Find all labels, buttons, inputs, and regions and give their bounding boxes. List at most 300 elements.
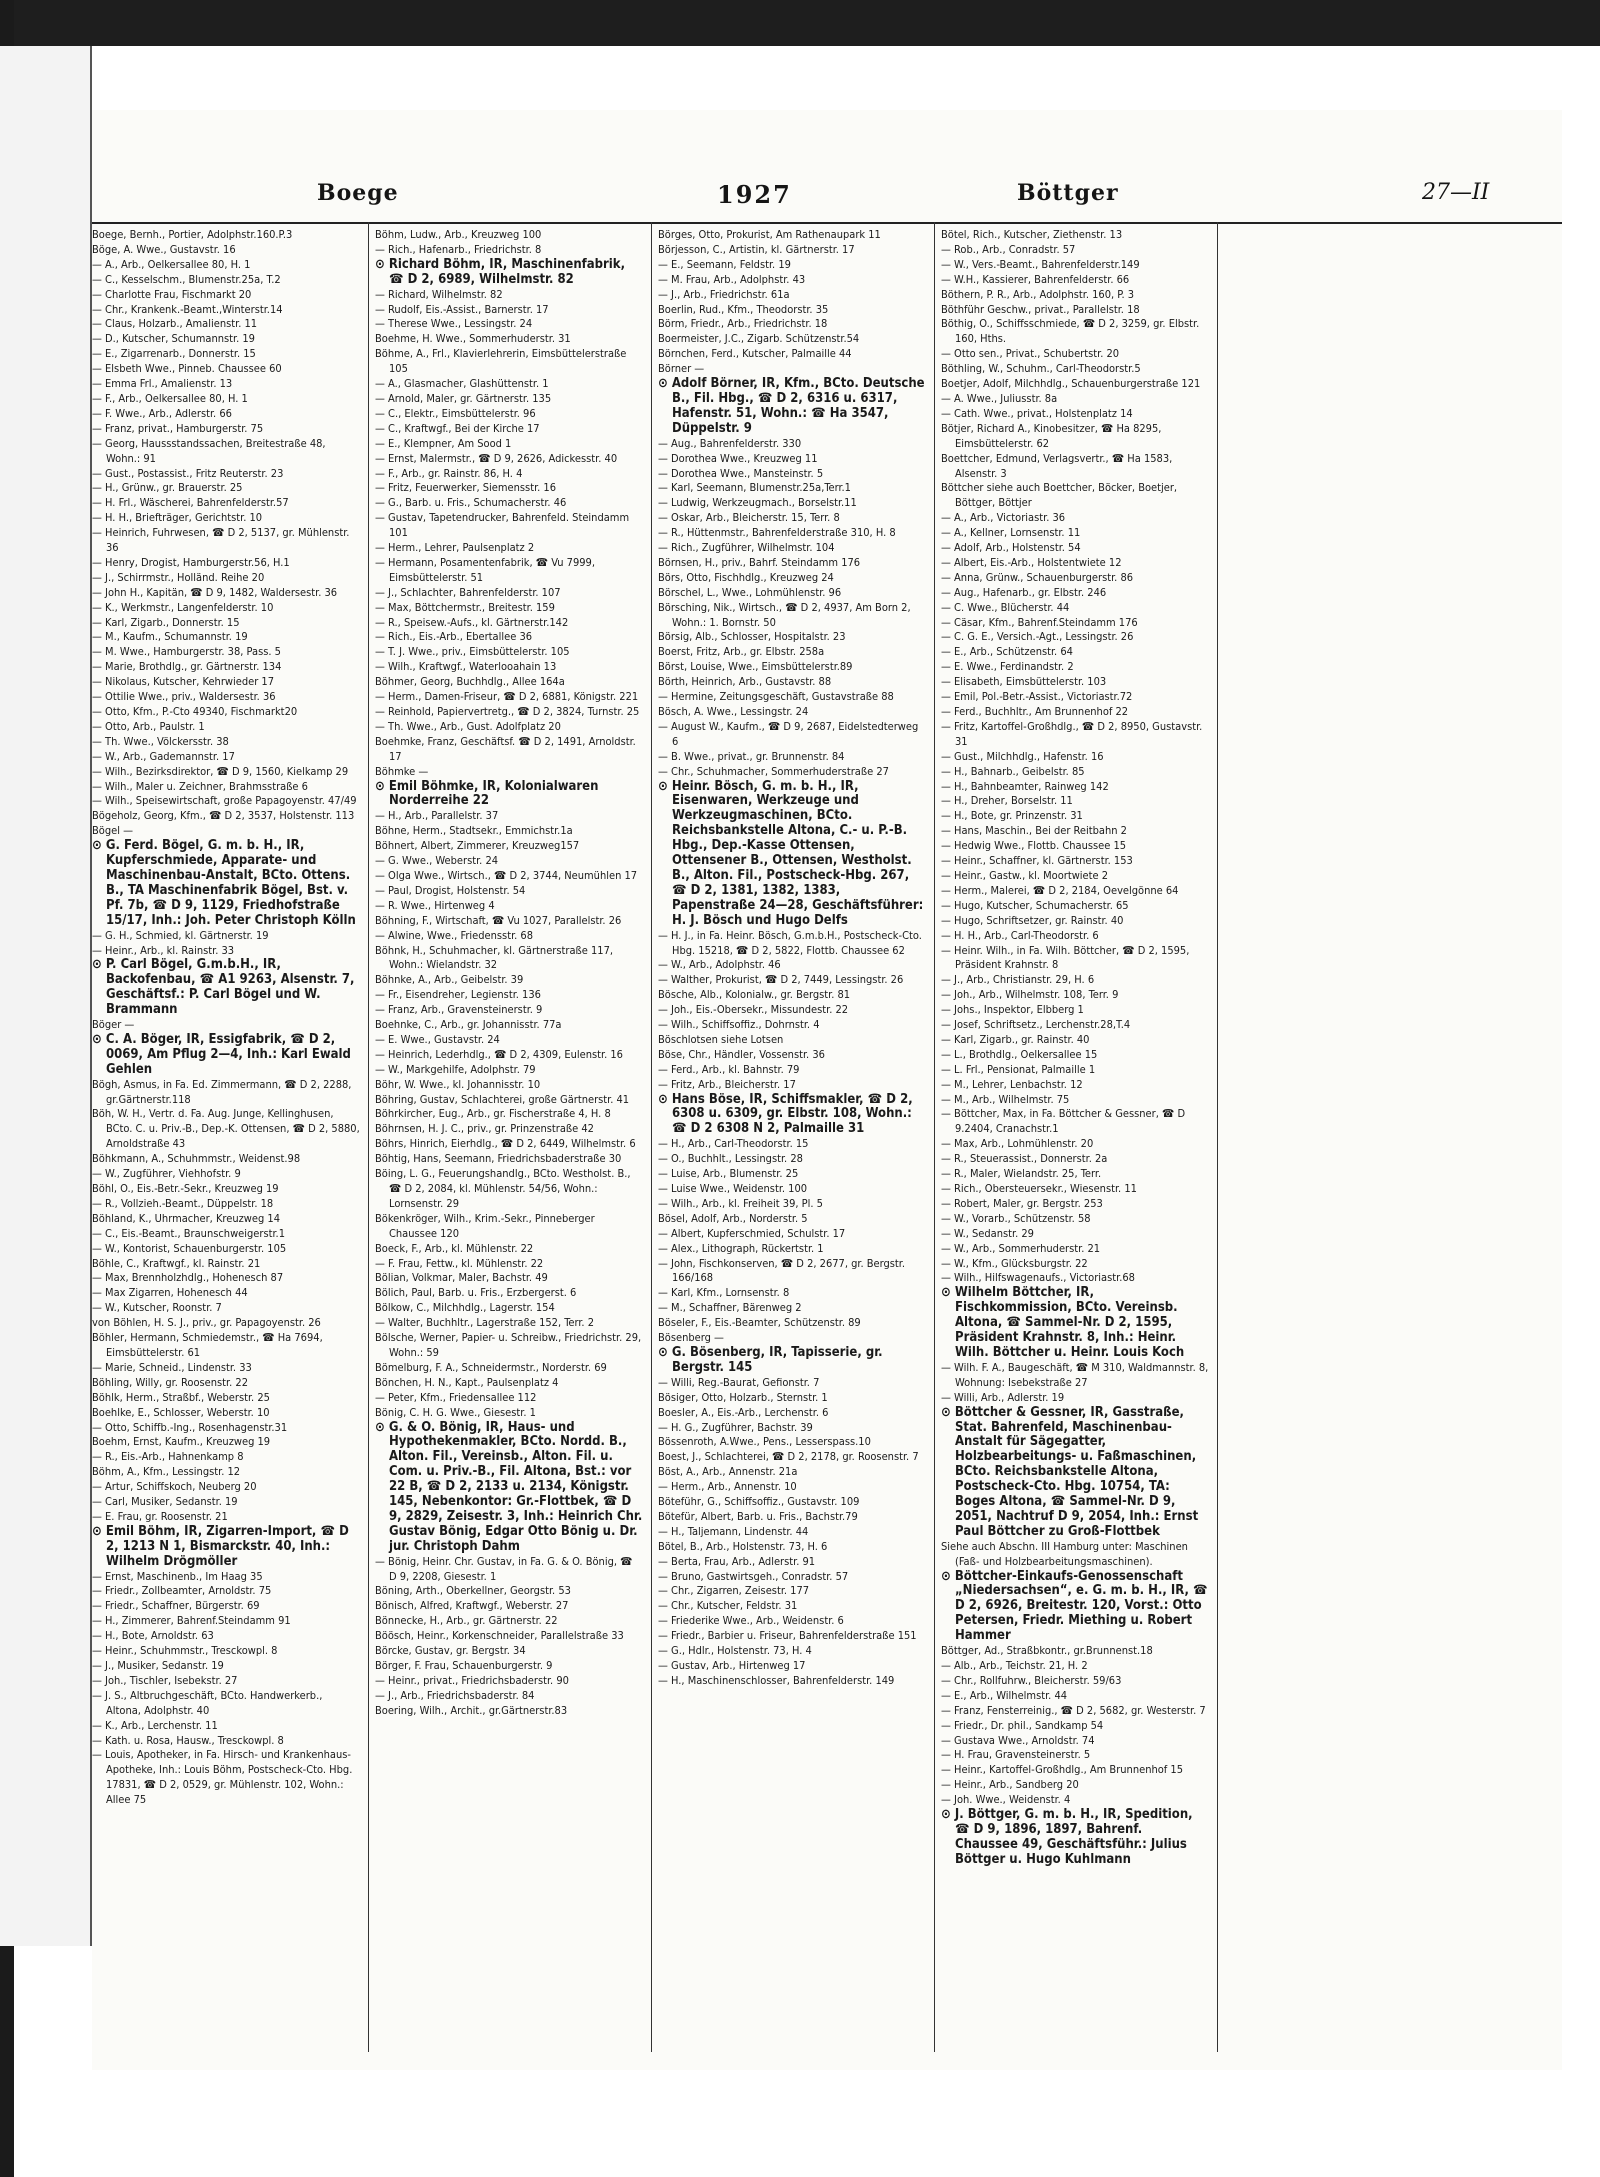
directory-entry: Böthling, W., Schuhm., Carl-Theodorstr.5 bbox=[941, 362, 1141, 376]
directory-entry: — Ernst, Malermstr., ☎ D 9, 2626, Adickesstr. 40 bbox=[375, 451, 618, 465]
directory-entry: Böhrnsen, H. J. C., priv., gr. Prinzenstraße 42 bbox=[375, 1122, 594, 1136]
directory-entry: — J., Schlachter, Bahrenfelderstr. 107 bbox=[375, 585, 561, 599]
directory-entry: — E. Frau, gr. Roosenstr. 21 bbox=[92, 1509, 228, 1523]
directory-entry: Bötefür, Albert, Barb. u. Fris., Bachstr.79 bbox=[658, 1509, 858, 1523]
directory-entry: — Fritz, Kartoffel-Großhdlg., ☎ D 2, 8950, Gustavstr. 31 bbox=[941, 719, 1203, 748]
directory-entry: Böhmke — bbox=[375, 764, 429, 778]
directory-entry: — Heinr., Arb., kl. Rainstr. 33 bbox=[92, 943, 235, 957]
directory-entry: — Georg, Haussstandssachen, Breitestraße 48, Wohn.: 91 bbox=[92, 436, 326, 465]
directory-entry: — Otto sen., Privat., Schubertstr. 20 bbox=[941, 347, 1120, 361]
directory-entry: Bösiger, Otto, Holzarb., Sternstr. 1 bbox=[658, 1390, 828, 1404]
directory-entry: ⊙ Richard Böhm, IR, Maschinenfabrik, ☎ D 2, 6989, Wilhelmstr. 82 bbox=[375, 256, 626, 287]
directory-entry: — Cäsar, Kfm., Bahrenf.Steindamm 176 bbox=[941, 615, 1138, 629]
directory-entry: — Bruno, Gastwirtsgeh., Conradstr. 57 bbox=[658, 1569, 849, 1583]
directory-entry: — E. Wwe., Gustavstr. 24 bbox=[375, 1032, 500, 1046]
directory-entry: — D., Kutscher, Schumannstr. 19 bbox=[92, 332, 255, 346]
directory-entry: — E., Arb., Wilhelmstr. 44 bbox=[941, 1688, 1068, 1702]
directory-entry: Boehmke, Franz, Geschäftsf. ☎ D 2, 1491, Arnoldstr. 17 bbox=[375, 734, 636, 763]
directory-entry: Bössenroth, A.Wwe., Pens., Lesserspass.10 bbox=[658, 1435, 871, 1449]
directory-column-2 bbox=[375, 228, 643, 2048]
directory-entry: — Ernst, Maschinenb., Im Haag 35 bbox=[92, 1569, 263, 1583]
directory-entry: Böhme, A., Frl., Klavierlehrerin, Eimsbüttelerstraße 105 bbox=[375, 347, 627, 376]
directory-entry: ⊙ Hans Böse, IR, Schiffsmakler, ☎ D 2, 6308 u. 6309, gr. Elbstr. 108, Wohn.: ☎ D 2 6308 N 2, Palmaille 31 bbox=[658, 1091, 913, 1137]
directory-entry: Börs, Otto, Fischhdlg., Kreuzweg 24 bbox=[658, 570, 834, 584]
directory-entry: Boehm, Ernst, Kaufm., Kreuzweg 19 bbox=[92, 1435, 271, 1449]
directory-entry: Bönchen, H. N., Kapt., Paulsenplatz 4 bbox=[375, 1375, 559, 1389]
scan-border-top bbox=[0, 0, 1600, 46]
directory-entry: — Hermann, Posamentenfabrik, ☎ Vu 7999, Eimsbüttelerstr. 51 bbox=[375, 555, 595, 584]
directory-entry: — A., Arb., Oelkersallee 80, H. 1 bbox=[92, 257, 251, 271]
directory-entry: — C., Eis.-Beamt., Braunschweigerstr.1 bbox=[92, 1226, 285, 1240]
directory-entry: — Henry, Drogist, Hamburgerstr.56, H.1 bbox=[92, 555, 290, 569]
header-first-entry: Boege bbox=[317, 180, 399, 206]
directory-entry: — Max, Böttchermstr., Breitestr. 159 bbox=[375, 600, 555, 614]
directory-entry: ⊙ Böttcher-Einkaufs-Genossenschaft „Niedersachsen“, e. G. m. b. H., IR, ☎ D 2, 6926, Breitestr. 120, Vorst.: Otto Petersen, Friedr. Miething u. Robert Hammer bbox=[941, 1568, 1208, 1644]
directory-entry: — Hans, Maschin., Bei der Reitbahn 2 bbox=[941, 824, 1127, 838]
directory-entry: ⊙ G. & O. Bönig, IR, Haus- und Hypothekenmakler, BCto. Nordd. B., Alton. Fil., Vereinsb., Alton. Fil. u. Com. u. Priv.-B., Fil. Altona, Bst.: vor 22 B, ☎ D 2, 2133 u. 2134, Königstr. 145, Nebenkontor: Gr.-Flottbek, ☎ D 9, 2829, Zeisestr. 3, Inh.: Heinrich Chr. Gustav Bönig, Edgar Otto Bönig u. Dr. jur. Christoph Dahm bbox=[375, 1419, 643, 1554]
directory-entry: — Carl, Musiker, Sedanstr. 19 bbox=[92, 1495, 238, 1509]
directory-entry: — Friedr., Barbier u. Friseur, Bahrenfelderstraße 151 bbox=[658, 1629, 917, 1643]
directory-entry: Boettcher, Edmund, Verlagsvertr., ☎ Ha 1583, Alsenstr. 3 bbox=[941, 451, 1173, 480]
directory-entry: Böösch, Heinr., Korkenschneider, Parallelstraße 33 bbox=[375, 1629, 624, 1643]
directory-entry: Böhland, K., Uhrmacher, Kreuzweg 14 bbox=[92, 1211, 281, 1225]
directory-entry: — R., Steuerassist., Donnerstr. 2a bbox=[941, 1152, 1108, 1166]
directory-entry: — Max Zigarren, Hohenesch 44 bbox=[92, 1286, 248, 1300]
directory-entry: — G., Hdlr., Holstenstr. 73, H. 4 bbox=[658, 1644, 812, 1658]
directory-entry: — E., Zigarrenarb., Donnerstr. 15 bbox=[92, 347, 256, 361]
directory-entry: Böhring, Gustav, Schlachterei, große Gärtnerstr. 41 bbox=[375, 1092, 630, 1106]
directory-entry: — Heinrich, Fuhrwesen, ☎ D 2, 5137, gr. Mühlenstr. 36 bbox=[92, 526, 350, 555]
directory-entry: — A., Arb., Victoriastr. 36 bbox=[941, 511, 1066, 525]
directory-entry: — Karl, Zigarb., Donnerstr. 15 bbox=[92, 615, 240, 629]
directory-entry: — Paul, Drogist, Holstenstr. 54 bbox=[375, 883, 526, 897]
directory-entry: — Heinr., Gastw., kl. Moortwiete 2 bbox=[941, 868, 1109, 882]
directory-entry: Bölian, Volkmar, Maler, Bachstr. 49 bbox=[375, 1271, 548, 1285]
directory-entry: ⊙ G. Bösenberg, IR, Tapisserie, gr. Bergstr. 145 bbox=[658, 1344, 883, 1375]
directory-entry: Boehme, H. Wwe., Sommerhuderstr. 31 bbox=[375, 332, 571, 346]
directory-entry: Böhm, A., Kfm., Lessingstr. 12 bbox=[92, 1465, 241, 1479]
directory-page bbox=[92, 110, 1562, 2070]
directory-entry: — E. Wwe., Ferdinandstr. 2 bbox=[941, 660, 1074, 674]
directory-entry: — Herm., Lehrer, Paulsenplatz 2 bbox=[375, 541, 535, 555]
directory-entry: Bölkow, C., Milchhdlg., Lagerstr. 154 bbox=[375, 1301, 555, 1315]
directory-entry: Böhlk, Herm., Straßbf., Weberstr. 25 bbox=[92, 1390, 270, 1404]
directory-entry: — Friedr., Schaffner, Bürgerstr. 69 bbox=[92, 1599, 260, 1613]
directory-entry: — Ferd., Arb., kl. Bahnstr. 79 bbox=[658, 1062, 800, 1076]
directory-entry: — E., Klempner, Am Sood 1 bbox=[375, 436, 512, 450]
directory-entry: — R., Hüttenmstr., Bahrenfelderstraße 310, H. 8 bbox=[658, 526, 896, 540]
directory-entry: — J., Arb., Friedrichstr. 61a bbox=[658, 287, 790, 301]
directory-entry: — Hedwig Wwe., Flottb. Chaussee 15 bbox=[941, 839, 1127, 853]
directory-entry: — K., Werkmstr., Langenfelderstr. 10 bbox=[92, 600, 274, 614]
directory-entry: — M. Frau, Arb., Adolphstr. 43 bbox=[658, 272, 806, 286]
directory-entry: — H., Bote, gr. Prinzenstr. 31 bbox=[941, 809, 1083, 823]
directory-entry: Bögeholz, Georg, Kfm., ☎ D 2, 3537, Holstenstr. 113 bbox=[92, 809, 355, 823]
directory-entry: Boermeister, J.C., Zigarb. Schützenstr.54 bbox=[658, 332, 860, 346]
directory-entry: — Walter, Buchhltr., Lagerstraße 152, Terr. 2 bbox=[375, 1316, 595, 1330]
directory-entry: — J. S., Altbruchgeschäft, BCto. Handwerkerb., Altona, Adolphstr. 40 bbox=[92, 1688, 323, 1717]
directory-entry: — Willi, Arb., Adlerstr. 19 bbox=[941, 1390, 1065, 1404]
directory-entry: ⊙ J. Böttger, G. m. b. H., IR, Spedition, ☎ D 9, 1896, 1897, Bahrenf. Chaussee 49, Geschäftsführ.: Julius Böttger u. Hugo Kuhlmann bbox=[941, 1807, 1193, 1867]
directory-entry: — Fr., Eisendreher, Legienstr. 136 bbox=[375, 988, 541, 1002]
directory-entry: — Marie, Schneid., Lindenstr. 33 bbox=[92, 1360, 252, 1374]
directory-entry: Böhler, Hermann, Schmiedemstr., ☎ Ha 7694, Eimsbüttelerstr. 61 bbox=[92, 1331, 323, 1359]
directory-entry: — Chr., Kutscher, Feldstr. 31 bbox=[658, 1599, 798, 1613]
directory-entry: ⊙ Emil Böhmke, IR, Kolonialwaren Norderreihe 22 bbox=[375, 778, 599, 809]
directory-entry: Boerlin, Rud., Kfm., Theodorstr. 35 bbox=[658, 302, 829, 316]
directory-entry: — Ludwig, Werkzeugmach., Borselstr.11 bbox=[658, 496, 857, 510]
directory-entry: — Adolf, Arb., Holstenstr. 54 bbox=[941, 541, 1081, 555]
directory-entry: Böseler, F., Eis.-Beamter, Schützenstr. 89 bbox=[658, 1316, 861, 1330]
directory-entry: Böhm, Ludw., Arb., Kreuzweg 100 bbox=[375, 228, 542, 241]
directory-entry: — Rich., Hafenarb., Friedrichstr. 8 bbox=[375, 242, 542, 256]
directory-entry: — Dorothea Wwe., Kreuzweg 11 bbox=[658, 451, 818, 465]
directory-entry: — C. G. E., Versich.-Agt., Lessingstr. 26 bbox=[941, 630, 1134, 644]
directory-entry: — Arnold, Maler, gr. Gärtnerstr. 135 bbox=[375, 391, 552, 405]
directory-entry: Bötjer, Richard A., Kinobesitzer, ☎ Ha 8295, Eimsbüttelerstr. 62 bbox=[941, 421, 1162, 450]
directory-entry: — J., Musiker, Sedanstr. 19 bbox=[92, 1659, 224, 1672]
directory-entry: — Ottilie Wwe., priv., Waldersestr. 36 bbox=[92, 690, 276, 704]
directory-entry: Böge, A. Wwe., Gustavstr. 16 bbox=[92, 242, 236, 256]
directory-entry: — Josef, Schriftsetz., Lerchenstr.28,T.4 bbox=[941, 1018, 1131, 1032]
directory-entry: — Albert, Kupferschmied, Schulstr. 17 bbox=[658, 1226, 846, 1240]
directory-entry: — W., Arb., Gademannstr. 17 bbox=[92, 749, 235, 763]
directory-entry: — Charlotte Frau, Fischmarkt 20 bbox=[92, 287, 252, 301]
directory-entry: — W., Kutscher, Roonstr. 7 bbox=[92, 1301, 222, 1315]
directory-entry: Böthern, P. R., Arb., Adolphstr. 160, P. 3 bbox=[941, 287, 1135, 301]
page-header bbox=[92, 180, 1562, 220]
directory-entry: — H., Arb., Parallelstr. 37 bbox=[375, 809, 499, 823]
directory-entry: — Heinr., Schaffner, kl. Gärtnerstr. 153 bbox=[941, 854, 1133, 868]
directory-entry: — F. Wwe., Arb., Adlerstr. 66 bbox=[92, 406, 232, 420]
directory-entry: — O., Buchhlt., Lessingstr. 28 bbox=[658, 1152, 803, 1166]
directory-entry: — Reinhold, Papiervertretg., ☎ D 2, 3824, Turnstr. 25 bbox=[375, 705, 640, 718]
directory-entry: Bösel, Adolf, Arb., Norderstr. 5 bbox=[658, 1211, 808, 1225]
directory-entry: — Heinr. Wilh., in Fa. Wilh. Böttcher, ☎ D 2, 1595, Präsident Krahnstr. 8 bbox=[941, 943, 1190, 972]
directory-entry: Börm, Friedr., Arb., Friedrichstr. 18 bbox=[658, 317, 828, 331]
header-last-entry: Böttger bbox=[1017, 180, 1119, 206]
directory-entry: — Luise Wwe., Weidenstr. 100 bbox=[658, 1182, 808, 1195]
directory-entry: — Herm., Damen-Friseur, ☎ D 2, 6881, Königstr. 221 bbox=[375, 690, 639, 704]
directory-entry: Bönig, C. H. G. Wwe., Giesestr. 1 bbox=[375, 1405, 536, 1419]
directory-entry: Böh, W. H., Vertr. d. Fa. Aug. Junge, Kellinghusen, BCto. C. u. Priv.-B., Dep.-K. Ottensen, ☎ D 2, 5880, Arnoldstraße 43 bbox=[92, 1107, 360, 1151]
directory-entry: Börges, Otto, Prokurist, Am Rathenaupark 11 bbox=[658, 228, 881, 241]
directory-entry: — H. G., Zugführer, Bachstr. 39 bbox=[658, 1420, 813, 1434]
directory-entry: Böing, L. G., Feuerungshandlg., BCto. Westholst. B., ☎ D 2, 2084, kl. Mühlenstr. 54/56, Wohn.: Lornsenstr. 29 bbox=[375, 1167, 631, 1210]
directory-entry: — Richard, Wilhelmstr. 82 bbox=[375, 287, 503, 301]
directory-entry: — J., Arb., Christianstr. 29, H. 6 bbox=[941, 973, 1095, 987]
directory-entry: — C. Wwe., Blücherstr. 44 bbox=[941, 600, 1070, 614]
directory-entry: — Gustav, Arb., Hirtenweg 17 bbox=[658, 1659, 806, 1672]
directory-entry: — B. Wwe., privat., gr. Brunnenstr. 84 bbox=[658, 749, 845, 763]
directory-entry: — Friederike Wwe., Arb., Weidenstr. 6 bbox=[658, 1614, 844, 1628]
directory-entry: — Rich., Zugführer, Wilhelmstr. 104 bbox=[658, 541, 835, 555]
directory-entry: Boesler, A., Eis.-Arb., Lerchenstr. 6 bbox=[658, 1405, 829, 1419]
directory-entry: — Dorothea Wwe., Mansteinstr. 5 bbox=[658, 466, 824, 480]
directory-entry: — Gust., Postassist., Fritz Reuterstr. 23 bbox=[92, 466, 284, 480]
directory-entry: — Otto, Kfm., P.-Cto 49340, Fischmarkt20 bbox=[92, 705, 298, 718]
directory-entry: — Alex., Lithograph, Rückertstr. 1 bbox=[658, 1241, 824, 1255]
directory-entry: — John, Fischkonserven, ☎ D 2, 2677, gr. Bergstr. 166/168 bbox=[658, 1256, 906, 1285]
directory-entry: Bömelburg, F. A., Schneidermstr., Norderstr. 69 bbox=[375, 1360, 607, 1374]
directory-entry: — Bönig, Heinr. Chr. Gustav, in Fa. G. & O. Bönig, ☎ D 9, 2208, Giesestr. 1 bbox=[375, 1554, 633, 1583]
directory-entry: — M., Schaffner, Bärenweg 2 bbox=[658, 1301, 802, 1315]
directory-entry: — E., Arb., Schützenstr. 64 bbox=[941, 645, 1073, 659]
directory-entry: von Böhlen, H. S. J., priv., gr. Papagoyenstr. 26 bbox=[92, 1316, 321, 1330]
directory-entry: — Heinr., Schuhmmstr., Tresckowpl. 8 bbox=[92, 1644, 278, 1658]
directory-entry: — Gust., Milchhdlg., Hafenstr. 16 bbox=[941, 749, 1104, 763]
directory-entry: Boehnke, C., Arb., gr. Johannisstr. 77a bbox=[375, 1018, 562, 1032]
directory-entry: — Marie, Brothdlg., gr. Gärtnerstr. 134 bbox=[92, 660, 282, 674]
directory-entry: Börschel, L., Wwe., Lohmühlenstr. 96 bbox=[658, 585, 842, 599]
directory-entry: — Joh. Wwe., Weidenstr. 4 bbox=[941, 1793, 1071, 1807]
directory-entry: Böhnke, A., Arb., Geibelstr. 39 bbox=[375, 973, 524, 987]
directory-entry: — W.H., Kassierer, Bahrenfelderstr. 66 bbox=[941, 272, 1130, 286]
directory-entry: — Emma Frl., Amalienstr. 13 bbox=[92, 377, 233, 391]
directory-entry: — W., Markgehilfe, Adolphstr. 79 bbox=[375, 1062, 536, 1076]
directory-entry: Börsching, Nik., Wirtsch., ☎ D 2, 4937, Am Born 2, Wohn.: 1. Bornstr. 50 bbox=[658, 600, 911, 629]
directory-entry: — W., Vers.-Beamt., Bahrenfelderstr.149 bbox=[941, 257, 1140, 271]
directory-entry: Böning, Arth., Oberkellner, Georgstr. 53 bbox=[375, 1584, 571, 1598]
directory-entry: — Heinr., privat., Friedrichsbaderstr. 90 bbox=[375, 1673, 569, 1687]
directory-entry: — H. Frau, Gravensteinerstr. 5 bbox=[941, 1748, 1091, 1762]
directory-entry: — Herm., Arb., Annenstr. 10 bbox=[658, 1480, 797, 1494]
directory-entry: Bösch, A. Wwe., Lessingstr. 24 bbox=[658, 705, 809, 718]
directory-entry: — Hugo, Schriftsetzer, gr. Rainstr. 40 bbox=[941, 913, 1124, 927]
directory-entry: — Artur, Schiffskoch, Neuberg 20 bbox=[92, 1480, 257, 1494]
directory-entry: Böhl, O., Eis.-Betr.-Sekr., Kreuzweg 19 bbox=[92, 1182, 279, 1195]
directory-entry: — Wilh., Maler u. Zeichner, Brahmsstraße 6 bbox=[92, 779, 308, 793]
directory-entry: — Chr., Krankenk.-Beamt.,Winterstr.14 bbox=[92, 302, 283, 316]
directory-entry: — W., Arb., Adolphstr. 46 bbox=[658, 958, 781, 972]
directory-entry: — Berta, Frau, Arb., Adlerstr. 91 bbox=[658, 1554, 816, 1568]
directory-entry: Böhkmann, A., Schuhmmstr., Weidenst.98 bbox=[92, 1152, 301, 1166]
directory-entry: Boest, J., Schlachterei, ☎ D 2, 2178, gr. Roosenstr. 7 bbox=[658, 1450, 919, 1464]
directory-entry: — Nikolaus, Kutscher, Kehrwieder 17 bbox=[92, 675, 274, 689]
directory-entry: Bönnecke, H., Arb., gr. Gärtnerstr. 22 bbox=[375, 1614, 558, 1628]
directory-entry: — Emil, Pol.-Betr.-Assist., Victoriastr.72 bbox=[941, 690, 1133, 704]
directory-entry: — Franz, privat., Hamburgerstr. 75 bbox=[92, 421, 264, 435]
directory-entry: — W., Sedanstr. 29 bbox=[941, 1226, 1034, 1240]
directory-entry: — A., Glasmacher, Glashüttenstr. 1 bbox=[375, 377, 549, 391]
directory-entry: — W., Arb., Sommerhuderstr. 21 bbox=[941, 1241, 1101, 1255]
directory-entry: Bösche, Alb., Kolonialw., gr. Bergstr. 81 bbox=[658, 988, 851, 1002]
directory-entry: — Chr., Zigarren, Zeisestr. 177 bbox=[658, 1584, 810, 1598]
directory-entry: — Albert, Eis.-Arb., Holstentwiete 12 bbox=[941, 555, 1122, 569]
column-divider bbox=[934, 222, 935, 2052]
directory-entry: — Wilh. F. A., Baugeschäft, ☎ M 310, Waldmannstr. 8, Wohnung: Isebekstraße 27 bbox=[941, 1360, 1209, 1389]
directory-entry: Boehlke, E., Schlosser, Weberstr. 10 bbox=[92, 1405, 270, 1419]
directory-entry: Böttger, Ad., Straßbkontr., gr.Brunnenst.18 bbox=[941, 1644, 1153, 1658]
directory-entry: Boerst, Fritz, Arb., gr. Elbstr. 258a bbox=[658, 645, 825, 659]
directory-entry: Börth, Heinrich, Arb., Gustavstr. 88 bbox=[658, 675, 832, 689]
directory-entry: Bölsche, Werner, Papier- u. Schreibw., Friedrichstr. 29, Wohn.: 59 bbox=[375, 1331, 642, 1359]
directory-column-4 bbox=[941, 228, 1209, 2048]
directory-entry: — Claus, Holzarb., Amalienstr. 11 bbox=[92, 317, 258, 331]
directory-entry: ⊙ C. A. Böger, IR, Essigfabrik, ☎ D 2, 0069, Am Pflug 2—4, Inh.: Karl Ewald Gehlen bbox=[92, 1031, 351, 1077]
directory-entry: Bötel, Rich., Kutscher, Ziethenstr. 13 bbox=[941, 228, 1123, 241]
directory-entry: — Franz, Fensterreinig., ☎ D 2, 5682, gr. Westerstr. 7 bbox=[941, 1703, 1206, 1717]
directory-entry: Böschlotsen siehe Lotsen bbox=[658, 1032, 784, 1046]
directory-entry: — C., Kesselschm., Blumenstr.25a, T.2 bbox=[92, 272, 281, 286]
directory-entry: Boetjer, Adolf, Milchhdlg., Schauenburgerstraße 121 bbox=[941, 377, 1201, 391]
directory-entry: — K., Arb., Lerchenstr. 11 bbox=[92, 1718, 218, 1732]
directory-entry: — Max, Arb., Lohmühlenstr. 20 bbox=[941, 1137, 1094, 1151]
directory-entry: Böhrs, Hinrich, Eierhdlg., ☎ D 2, 6449, Wilhelmstr. 6 bbox=[375, 1137, 636, 1151]
directory-entry: — Luise, Arb., Blumenstr. 25 bbox=[658, 1167, 799, 1181]
directory-entry: Böhtig, Hans, Seemann, Friedrichsbaderstraße 30 bbox=[375, 1152, 622, 1166]
directory-entry: Böhning, F., Wirtschaft, ☎ Vu 1027, Parallelstr. 26 bbox=[375, 913, 622, 927]
directory-entry: — Karl, Zigarb., gr. Rainstr. 40 bbox=[941, 1032, 1090, 1046]
directory-entry: — H., Arb., Carl-Theodorstr. 15 bbox=[658, 1137, 809, 1151]
directory-entry: — Max, Brennholzhdlg., Hohenesch 87 bbox=[92, 1271, 284, 1285]
directory-entry: — Aug., Bahrenfelderstr. 330 bbox=[658, 436, 802, 450]
directory-entry: — T. J. Wwe., priv., Eimsbüttelerstr. 105 bbox=[375, 645, 570, 659]
directory-entry: — Friedr., Zollbeamter, Arnoldstr. 75 bbox=[92, 1584, 272, 1598]
directory-entry: — Rich., Obersteuersekr., Wiesenstr. 11 bbox=[941, 1182, 1137, 1195]
header-year: 1927 bbox=[717, 180, 792, 209]
directory-entry: — H. J., in Fa. Heinr. Bösch, G.m.b.H., Postscheck-Cto. Hbg. 15218, ☎ D 2, 5822, Flottb. Chaussee 62 bbox=[658, 928, 922, 957]
directory-entry: — R., Eis.-Arb., Hahnenkamp 8 bbox=[92, 1450, 244, 1464]
directory-entry: — Ferd., Buchhltr., Am Brunnenhof 22 bbox=[941, 705, 1129, 718]
column-divider bbox=[651, 222, 652, 2052]
directory-entry: — A., Kellner, Lornsenstr. 11 bbox=[941, 526, 1081, 540]
directory-entry: — R. Wwe., Hirtenweg 4 bbox=[375, 898, 495, 912]
directory-entry: — Heinr., Kartoffel-Großhdlg., Am Brunnenhof 15 bbox=[941, 1763, 1183, 1777]
directory-entry: — H., Grünw., gr. Brauerstr. 25 bbox=[92, 481, 243, 495]
column-divider bbox=[1217, 222, 1218, 2052]
directory-entry: — Friedr., Dr. phil., Sandkamp 54 bbox=[941, 1718, 1104, 1732]
directory-entry: Börst, Louise, Wwe., Eimsbüttelerstr.89 bbox=[658, 660, 853, 674]
directory-entry: Böse, Chr., Händler, Vossenstr. 36 bbox=[658, 1047, 825, 1061]
directory-entry: — Fritz, Arb., Bleicherstr. 17 bbox=[658, 1077, 796, 1091]
directory-entry: — C., Kraftwgf., Bei der Kirche 17 bbox=[375, 421, 540, 435]
directory-entry: ⊙ G. Ferd. Bögel, G. m. b. H., IR, Kupferschmiede, Apparate- und Maschinenbau-Anstalt, BCto. Ottens. B., TA Maschinenfabrik Bögel, Bst. v. Pf. 7b, ☎ D 9, 1129, Friedhofstraße 15/17, Inh.: Joh. Peter Christoph Kölln bbox=[92, 838, 356, 928]
directory-entry: Börjesson, C., Artistin, kl. Gärtnerstr. 17 bbox=[658, 242, 855, 256]
directory-entry: — W., Kontorist, Schauenburgerstr. 105 bbox=[92, 1241, 287, 1255]
directory-entry: — Rob., Arb., Conradstr. 57 bbox=[941, 242, 1076, 256]
directory-entry: — Willi, Reg.-Baurat, Gefionstr. 7 bbox=[658, 1375, 820, 1389]
directory-entry: — Karl, Kfm., Lornsenstr. 8 bbox=[658, 1286, 790, 1300]
directory-entry: — Elisabeth, Eimsbüttelerstr. 103 bbox=[941, 675, 1107, 689]
directory-entry: — M. Wwe., Hamburgerstr. 38, Pass. 5 bbox=[92, 645, 281, 659]
directory-entry: Böthführ Geschw., privat., Parallelstr. 18 bbox=[941, 302, 1140, 316]
directory-entry: Böhr, W. Wwe., kl. Johannisstr. 10 bbox=[375, 1077, 541, 1091]
directory-entry: Böhne, Herm., Stadtsekr., Emmichstr.1a bbox=[375, 824, 573, 838]
directory-entry: Börnchen, Ferd., Kutscher, Palmaille 44 bbox=[658, 347, 852, 361]
directory-entry: — G. H., Schmied, kl. Gärtnerstr. 19 bbox=[92, 928, 269, 942]
directory-entry: — Hugo, Kutscher, Schumacherstr. 65 bbox=[941, 898, 1129, 912]
directory-entry: — Otto, Schiffb.-Ing., Rosenhagenstr.31 bbox=[92, 1420, 288, 1434]
directory-entry: — John H., Kapitän, ☎ D 9, 1482, Waldersestr. 36 bbox=[92, 585, 338, 599]
directory-entry: Boering, Wilh., Archit., gr.Gärtnerstr.83 bbox=[375, 1703, 568, 1717]
directory-entry: — F., Arb., Oelkersallee 80, H. 1 bbox=[92, 391, 248, 405]
directory-entry: — Peter, Kfm., Friedensallee 112 bbox=[375, 1390, 537, 1404]
directory-entry: Börnsen, H., priv., Bahrf. Steindamm 176 bbox=[658, 555, 861, 569]
directory-entry: Böhmer, Georg, Buchhdlg., Allee 164a bbox=[375, 675, 565, 689]
directory-entry: — Wilh., Speisewirtschaft, große Papagoyenstr. 47/49 bbox=[92, 794, 357, 808]
directory-entry: — L. Frl., Pensionat, Palmaille 1 bbox=[941, 1062, 1096, 1076]
directory-entry: — Fritz, Feuerwerker, Siemensstr. 16 bbox=[375, 481, 557, 495]
scan-binding-strip bbox=[0, 46, 92, 1946]
directory-entry: — Olga Wwe., Wirtsch., ☎ D 2, 3744, Neumühlen 17 bbox=[375, 868, 638, 882]
directory-entry: — M., Arb., Wilhelmstr. 75 bbox=[941, 1092, 1070, 1106]
directory-entry: — Joh., Tischler, Isebekstr. 27 bbox=[92, 1673, 238, 1687]
directory-entry: Böst, A., Arb., Annenstr. 21a bbox=[658, 1465, 798, 1479]
directory-entry: — Rudolf, Eis.-Assist., Barnerstr. 17 bbox=[375, 302, 549, 316]
directory-entry: — Robert, Maler, gr. Bergstr. 253 bbox=[941, 1196, 1103, 1210]
directory-entry: — G., Barb. u. Fris., Schumacherstr. 46 bbox=[375, 496, 567, 510]
directory-entry: — H. H., Briefträger, Gerichtstr. 10 bbox=[92, 511, 263, 525]
directory-entry: — Wilh., Arb., kl. Freiheit 39, Pl. 5 bbox=[658, 1196, 823, 1210]
directory-entry: — Chr., Schuhmacher, Sommerhuderstraße 27 bbox=[658, 764, 889, 778]
directory-entry: — Gustav, Tapetendrucker, Bahrenfeld. Steindamm 101 bbox=[375, 511, 630, 540]
directory-entry: — Heinrich, Lederhdlg., ☎ D 2, 4309, Eulenstr. 16 bbox=[375, 1047, 623, 1061]
directory-entry: — Böttcher, Max, in Fa. Böttcher & Gessner, ☎ D 9.2404, Cranachstr.1 bbox=[941, 1107, 1186, 1136]
directory-entry: Bönisch, Alfred, Kraftwgf., Weberstr. 27 bbox=[375, 1599, 569, 1613]
directory-entry: — H., Bote, Arnoldstr. 63 bbox=[92, 1629, 214, 1643]
directory-entry: — Franz, Arb., Gravensteinerstr. 9 bbox=[375, 1003, 543, 1017]
directory-entry: Bölich, Paul, Barb. u. Fris., Erzbergerst. 6 bbox=[375, 1286, 577, 1300]
directory-entry: — Cath. Wwe., privat., Holstenplatz 14 bbox=[941, 406, 1133, 420]
directory-entry: Bösenberg — bbox=[658, 1331, 724, 1345]
directory-entry: — August W., Kaufm., ☎ D 9, 2687, Eidelstedterweg 6 bbox=[658, 719, 919, 748]
directory-entry: — H. H., Arb., Carl-Theodorstr. 6 bbox=[941, 928, 1099, 942]
directory-entry: — Joh., Arb., Wilhelmstr. 108, Terr. 9 bbox=[941, 988, 1119, 1002]
directory-entry: — Alwine, Wwe., Friedensstr. 68 bbox=[375, 928, 534, 942]
directory-entry: — A. Wwe., Juliusstr. 8a bbox=[941, 391, 1058, 405]
directory-entry: Börner — bbox=[658, 362, 705, 376]
directory-entry: — Elsbeth Wwe., Pinneb. Chaussee 60 bbox=[92, 362, 282, 376]
directory-entry: Böthig, O., Schiffsschmiede, ☎ D 2, 3259, gr. Elbstr. 160, Hths. bbox=[941, 317, 1200, 346]
directory-entry: — G. Wwe., Weberstr. 24 bbox=[375, 854, 499, 868]
directory-entry: — Kath. u. Rosa, Hausw., Tresckowpl. 8 bbox=[92, 1733, 284, 1747]
directory-entry: — Karl, Seemann, Blumenstr.25a,Terr.1 bbox=[658, 481, 851, 495]
directory-entry: Böteführ, G., Schiffsoffiz., Gustavstr. 109 bbox=[658, 1495, 860, 1509]
directory-entry: — W., Kfm., Glücksburgstr. 22 bbox=[941, 1256, 1088, 1270]
directory-entry: — Wilh., Kraftwgf., Waterlooahain 13 bbox=[375, 660, 557, 674]
directory-entry: — H., Taljemann, Lindenstr. 44 bbox=[658, 1524, 809, 1538]
directory-entry: ⊙ Emil Böhm, IR, Zigarren-Import, ☎ D 2, 1213 N 1, Bismarckstr. 40, Inh.: Wilhelm Drögmöller bbox=[92, 1523, 349, 1569]
directory-entry: — J., Arb., Friedrichsbaderstr. 84 bbox=[375, 1688, 535, 1702]
directory-entry: — Heinr., Arb., Sandberg 20 bbox=[941, 1778, 1079, 1792]
directory-entry: — M., Lehrer, Lenbachstr. 12 bbox=[941, 1077, 1083, 1091]
directory-entry: Böhle, C., Kraftwgf., kl. Rainstr. 21 bbox=[92, 1256, 261, 1270]
directory-entry: Börsig, Alb., Schlosser, Hospitalstr. 23 bbox=[658, 630, 846, 644]
directory-entry: Boege, Bernh., Portier, Adolphstr.160.P.3 bbox=[92, 228, 293, 241]
directory-entry: Bögel — bbox=[92, 824, 134, 838]
directory-entry: — H., Zimmerer, Bahrenf.Steindamm 91 bbox=[92, 1614, 291, 1628]
directory-entry: Börcke, Gustav, gr. Bergstr. 34 bbox=[375, 1644, 526, 1658]
directory-column-1 bbox=[92, 228, 360, 2048]
directory-entry: — Johs., Inspektor, Elbberg 1 bbox=[941, 1003, 1084, 1017]
directory-entry: — E., Seemann, Feldstr. 19 bbox=[658, 257, 791, 271]
directory-entry: Böttcher siehe auch Boettcher, Böcker, Boetjer, Böttger, Böttjer bbox=[941, 481, 1178, 510]
directory-entry: — H., Bahnarb., Geibelstr. 85 bbox=[941, 764, 1085, 778]
directory-entry: — W., Zugführer, Viehhofstr. 9 bbox=[92, 1167, 241, 1181]
directory-entry: Siehe auch Abschn. III Hamburg unter: Maschinen (Faß- und Holzbearbeitungsmaschinen). bbox=[941, 1539, 1188, 1568]
directory-entry: — Hermine, Zeitungsgeschäft, Gustavstraße 88 bbox=[658, 690, 894, 704]
column-divider bbox=[368, 222, 369, 2052]
directory-entry: — R., Maler, Wielandstr. 25, Terr. bbox=[941, 1167, 1102, 1181]
directory-entry: — Alb., Arb., Teichstr. 21, H. 2 bbox=[941, 1659, 1088, 1672]
directory-entry: — Joh., Eis.-Obersekr., Missundestr. 22 bbox=[658, 1003, 849, 1017]
directory-entry: ⊙ Böttcher & Gessner, IR, Gasstraße, Stat. Bahrenfeld, Maschinenbau-Anstalt für Sägegatter, Holzbearbeitungs- u. Faßmaschinen, BCto. Reichsbankstelle Altona, Postscheck-Cto. Hbg. 10754, TA: Boges Altona, ☎ Sammel-Nr. D 9, 2051, Nachtruf D 9, 2054, Inh.: Ernst Paul Böttcher zu Groß-Flottbek bbox=[941, 1404, 1199, 1539]
directory-entry: Böhnert, Albert, Zimmerer, Kreuzweg157 bbox=[375, 839, 580, 853]
directory-entry: — H. Frl., Wäscherei, Bahrenfelderstr.57 bbox=[92, 496, 289, 510]
directory-entry: Böhling, Willy, gr. Roosenstr. 22 bbox=[92, 1375, 248, 1389]
directory-entry: — C., Elektr., Eimsbüttelerstr. 96 bbox=[375, 406, 536, 420]
